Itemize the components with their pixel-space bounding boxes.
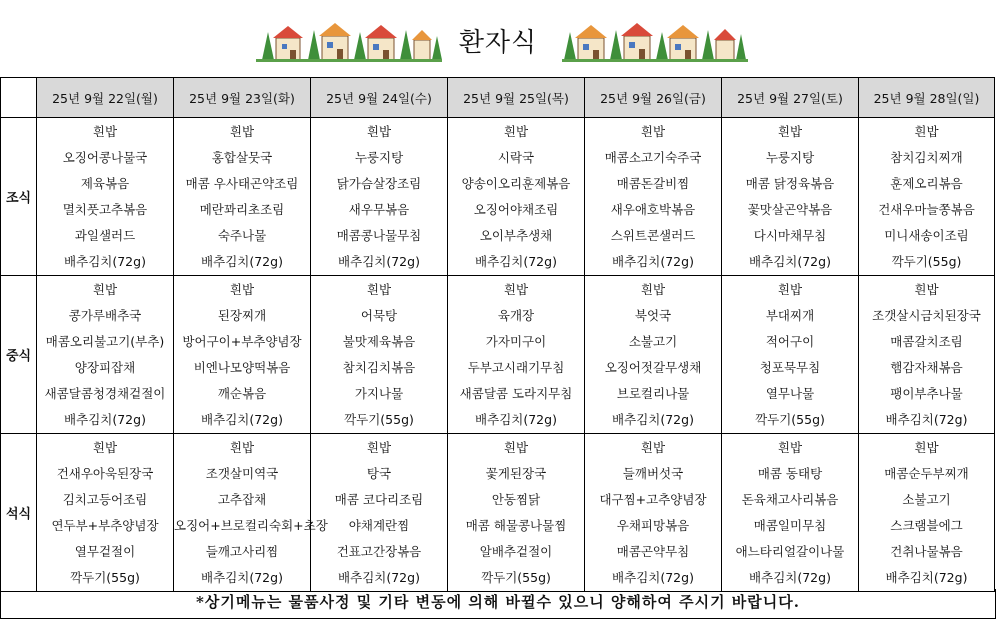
menu-item: 깍두기(55g) xyxy=(344,412,414,427)
menu-item: 팽이부추나물 xyxy=(890,386,963,401)
menu-item: 제육볶음 xyxy=(80,176,130,191)
menu-item: 매콤 동태탕 xyxy=(757,466,823,481)
menu-item: 흰밥 xyxy=(503,124,529,139)
menu-item: 새우애호박볶음 xyxy=(610,202,696,217)
menu-item: 들깨고사리찜 xyxy=(205,544,279,559)
menu-item: 매콤곤약무침 xyxy=(616,544,690,559)
menu-item: 배추김치(72g) xyxy=(64,412,146,427)
menu-item: 어묵탕 xyxy=(360,308,398,323)
menu-item: 배추김치(72g) xyxy=(201,570,283,585)
village-decoration-left xyxy=(256,14,442,62)
menu-item: 소불고기 xyxy=(902,492,951,507)
menu-item: 우채피망볶음 xyxy=(616,518,690,533)
menu-item: 배추김치(72g) xyxy=(475,412,557,427)
menu-item: 꽃맛살곤약볶음 xyxy=(747,202,833,217)
menu-cell xyxy=(859,434,995,592)
menu-item: 돈육채고사리볶음 xyxy=(741,492,839,507)
menu-cell xyxy=(859,118,995,276)
menu-item: 매콤 해물콩나물찜 xyxy=(465,518,567,533)
menu-item: 양장피잡채 xyxy=(74,360,136,375)
menu-cell xyxy=(722,276,859,434)
menu-item: 비엔나모양떡볶음 xyxy=(193,360,291,375)
meal-label: 중식 xyxy=(1,276,37,434)
menu-item: 매콤 닭정육볶음 xyxy=(745,176,835,191)
menu-cell xyxy=(37,276,174,434)
menu-item: 스크램블에그 xyxy=(890,518,963,533)
menu-cell xyxy=(448,434,585,592)
page-header xyxy=(0,0,996,77)
menu-cell xyxy=(585,434,722,592)
menu-item: 흰밥 xyxy=(640,124,666,139)
menu-item: 된장찌개 xyxy=(217,308,267,323)
menu-item: 흰밥 xyxy=(640,440,666,455)
corner-cell xyxy=(1,78,37,118)
menu-item: 미니새송이조림 xyxy=(884,228,969,243)
menu-item: 건새우마늘쫑볶음 xyxy=(878,202,975,217)
meal-label: 조식 xyxy=(1,118,37,276)
menu-item: 배추김치(72g) xyxy=(612,254,694,269)
date-header: 25년 9월 27일(토) xyxy=(722,78,859,118)
date-header: 25년 9월 23일(화) xyxy=(174,78,311,118)
menu-item: 배추김치(72g) xyxy=(612,570,694,585)
menu-item: 흰밥 xyxy=(503,440,529,455)
menu-item: 새콤달콤 도라지무침 xyxy=(459,386,573,401)
menu-item: 건취나물볶음 xyxy=(890,544,963,559)
menu-item: 멸치풋고추볶음 xyxy=(62,202,148,217)
menu-item: 배추김치(72g) xyxy=(885,570,968,585)
menu-item: 매콤순두부찌개 xyxy=(884,466,969,481)
menu-item: 안동찜닭 xyxy=(491,492,541,507)
menu-cell xyxy=(37,118,174,276)
menu-item: 북엇국 xyxy=(634,308,672,323)
menu-item: 흰밥 xyxy=(777,124,803,139)
menu-item: 청포묵무침 xyxy=(759,360,821,375)
menu-item: 배추김치(72g) xyxy=(338,254,420,269)
weekly-menu-table xyxy=(0,77,995,592)
menu-item: 홍합살뭇국 xyxy=(211,150,273,165)
menu-item: 매콤소고기숙주국 xyxy=(604,150,702,165)
menu-item: 흰밥 xyxy=(777,440,803,455)
page-title: 환자식 xyxy=(458,28,538,58)
menu-item: 흰밥 xyxy=(229,440,255,455)
menu-item: 열무나물 xyxy=(765,386,815,401)
menu-item: 부대찌개 xyxy=(765,308,815,323)
menu-item: 흰밥 xyxy=(914,124,939,139)
menu-item: 배추김치(72g) xyxy=(201,412,283,427)
menu-item: 배추김치(72g) xyxy=(201,254,283,269)
menu-item: 방어구이+부추양념장 xyxy=(182,334,302,349)
menu-item: 애느타리얼갈이나물 xyxy=(735,544,845,559)
menu-item: 참치김치찌개 xyxy=(890,150,963,165)
menu-item: 흰밥 xyxy=(92,440,118,455)
menu-item: 흰밥 xyxy=(914,282,939,297)
menu-item: 흰밥 xyxy=(366,440,392,455)
menu-item: 시락국 xyxy=(497,150,535,165)
menu-item: 참치김치볶음 xyxy=(342,360,416,375)
menu-cell xyxy=(174,118,311,276)
village-decoration-right xyxy=(562,14,748,62)
menu-item: 햄감자채볶음 xyxy=(890,360,963,375)
menu-cell xyxy=(311,118,448,276)
menu-item: 새우무볶음 xyxy=(348,202,410,217)
menu-item: 오징어+브로컬리숙회+초장 xyxy=(174,518,328,533)
menu-cell xyxy=(448,276,585,434)
menu-item: 메란꽈리초조림 xyxy=(199,202,285,217)
menu-item: 적어구이 xyxy=(765,334,815,349)
menu-cell xyxy=(722,118,859,276)
breakfast-row xyxy=(1,118,995,276)
menu-item: 건표고간장볶음 xyxy=(336,544,422,559)
menu-item: 브로컬리나물 xyxy=(616,386,690,401)
menu-item: 알배추겉절이 xyxy=(479,544,553,559)
menu-cell xyxy=(585,118,722,276)
menu-item: 가자미구이 xyxy=(485,334,547,349)
dinner-row xyxy=(1,434,995,592)
menu-item: 고추잡채 xyxy=(217,492,267,507)
menu-item: 야채계란찜 xyxy=(348,518,410,533)
menu-item: 불맛제육볶음 xyxy=(342,334,416,349)
menu-item: 깍두기(55g) xyxy=(755,412,825,427)
menu-item: 흰밥 xyxy=(229,282,255,297)
menu-item: 새콤달콤청경채겉절이 xyxy=(44,386,166,401)
menu-item: 매콤 우사태곤약조림 xyxy=(185,176,299,191)
menu-item: 매콤갈치조림 xyxy=(890,334,963,349)
menu-item: 깍두기(55g) xyxy=(70,570,140,585)
menu-item: 오이부추생채 xyxy=(479,228,553,243)
menu-item: 대구찜+고추양념장 xyxy=(599,492,707,507)
menu-item: 꽃게된장국 xyxy=(485,466,547,481)
menu-item: 연두부+부추양념장 xyxy=(51,518,159,533)
menu-item: 숙주나물 xyxy=(217,228,267,243)
meal-label: 석식 xyxy=(1,434,37,592)
menu-item: 누룽지탕 xyxy=(354,150,404,165)
menu-cell xyxy=(174,434,328,592)
menu-item: 조갯살시금치된장국 xyxy=(872,308,981,323)
menu-item: 가지나물 xyxy=(354,386,404,401)
menu-cell xyxy=(448,118,585,276)
menu-item: 조갯살미역국 xyxy=(205,466,279,481)
menu-cell xyxy=(859,276,995,434)
menu-change-notice: *상기메뉴는 물품사정 및 기타 변동에 의해 바뀔수 있으니 양해하여 주시기 바랍니다. xyxy=(0,589,996,619)
menu-cell xyxy=(585,276,722,434)
menu-item: 오징어콩나물국 xyxy=(62,150,148,165)
date-header: 25년 9월 26일(금) xyxy=(585,78,722,118)
menu-item: 깍두기(55g) xyxy=(481,570,551,585)
menu-item: 매콤 코다리조림 xyxy=(334,492,424,507)
menu-item: 배추김치(72g) xyxy=(885,412,968,427)
menu-cell xyxy=(174,276,311,434)
menu-item: 흰밥 xyxy=(229,124,255,139)
menu-item: 흰밥 xyxy=(640,282,666,297)
menu-item: 배추김치(72g) xyxy=(64,254,146,269)
menu-cell xyxy=(722,434,859,592)
menu-cell xyxy=(311,276,448,434)
menu-item: 콩가루배추국 xyxy=(68,308,142,323)
menu-item: 배추김치(72g) xyxy=(749,570,831,585)
menu-item: 깨순볶음 xyxy=(217,386,267,401)
date-header: 25년 9월 24일(수) xyxy=(311,78,448,118)
menu-item: 두부고시래기무침 xyxy=(467,360,565,375)
menu-item: 오징어젓갈무생채 xyxy=(604,360,702,375)
menu-item: 열무겉절이 xyxy=(74,544,136,559)
menu-item: 흰밥 xyxy=(92,282,118,297)
menu-item: 다시마채무침 xyxy=(753,228,827,243)
date-header-row xyxy=(1,78,995,118)
menu-item: 누룽지탕 xyxy=(765,150,815,165)
menu-item: 배추김치(72g) xyxy=(338,570,420,585)
menu-item: 양송이오리훈제볶음 xyxy=(461,176,571,191)
menu-item: 매콤콩나물무침 xyxy=(336,228,422,243)
menu-cell xyxy=(37,434,174,592)
menu-item: 매콤돈갈비찜 xyxy=(616,176,690,191)
menu-cell xyxy=(311,434,448,592)
menu-item: 흰밥 xyxy=(92,124,118,139)
date-header: 25년 9월 25일(목) xyxy=(448,78,585,118)
menu-item: 흰밥 xyxy=(366,124,392,139)
menu-item: 육개장 xyxy=(497,308,535,323)
menu-item: 소불고기 xyxy=(628,334,678,349)
menu-item: 매콤일미무침 xyxy=(753,518,827,533)
menu-item: 스위트콘샐러드 xyxy=(610,228,696,243)
menu-item: 닭가슴살장조림 xyxy=(336,176,422,191)
menu-item: 배추김치(72g) xyxy=(612,412,694,427)
menu-item: 건새우아욱된장국 xyxy=(56,466,154,481)
menu-item: 흰밥 xyxy=(914,440,939,455)
menu-item: 들깨버섯국 xyxy=(622,466,684,481)
date-header: 25년 9월 28일(일) xyxy=(859,78,995,118)
menu-item: 매콤오리불고기(부추) xyxy=(45,334,165,349)
menu-item: 훈제오리볶음 xyxy=(890,176,963,191)
menu-item: 흰밥 xyxy=(777,282,803,297)
menu-item: 김치고등어조림 xyxy=(62,492,148,507)
date-header: 25년 9월 22일(월) xyxy=(37,78,174,118)
menu-item: 오징어야채조림 xyxy=(473,202,559,217)
menu-item: 흰밥 xyxy=(503,282,529,297)
menu-item: 깍두기(55g) xyxy=(891,254,962,269)
lunch-row xyxy=(1,276,995,434)
menu-item: 흰밥 xyxy=(366,282,392,297)
menu-item: 배추김치(72g) xyxy=(749,254,831,269)
menu-item: 배추김치(72g) xyxy=(475,254,557,269)
menu-item: 탕국 xyxy=(366,466,392,481)
menu-item: 과일샐러드 xyxy=(74,228,136,243)
